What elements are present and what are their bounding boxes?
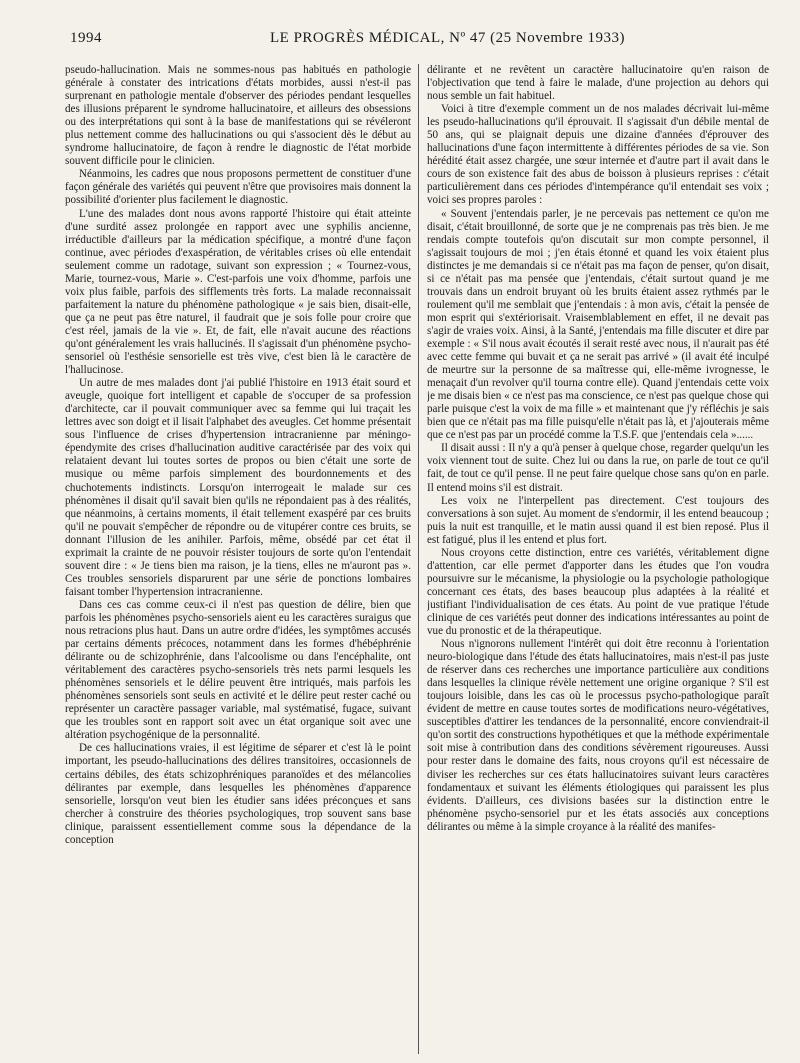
right-column [427,64,769,1054]
paragraph: Nous croyons cette distinction, entre ces variétés, véritablement digne d'attention, car elle permet d'apporter dans les études que l'on voudra poursuivre sur le mécanisme, la physiologie ou la psychologie pathologique concernant ces états, des bases beaucoup plus adaptées à la réalité et justifiant l'individualisation de ces états. Au point de vue pratique l'étude clinique de ces variétés peut donner des indications intéressantes au point de vue du pronostic et de la thérapeutique. [427,546,769,638]
column-divider [418,64,419,1054]
paragraph: Nous n'ignorons nullement l'intérêt qui doit être reconnu à l'orientation neuro-biologique dans l'étude des états hallucinatoires, mais n'est-il pas juste de réserver dans ces recherches une importance particulière aux conditions dans lesquelles la clinique révèle nettement une origine organique ? S'il est toujours loisible, dans les cas où le processus psycho-pathologique paraît évident de mettre en cause toutes sortes de modifications neuro-végétatives, susceptibles d'attirer les tendances de la personnalité, encore conviendrait-il qu'on sortit des constructions hypothétiques et que la méthode expérimentale soit mise à contribution dans des conditions sévèrement rigoureuses. Aussi pour rester dans le domaine des faits, nous croyons qu'il est nécessaire de diviser les recherches sur ces états hallucinatoires suivant leurs caractères fondamentaux et suivant les éléments étiologiques qui paraissent les plus évidents. D'ailleurs, ces divisions basées sur la distinction entre le phénomène psycho-sensoriel pur et les états associés aux conceptions délirantes ou même à la simple croyance à la réalité des manifes- [427,638,769,833]
paragraph: Voici à titre d'exemple comment un de nos malades décrivait lui-même les pseudo-hallucinations qu'il éprouvait. Il s'agissait d'un débile mental de 50 ans, qui se plaignait depuis une dizaine d'années d'éprouver des hallucinations d'une façon intermittente à différentes périodes de sa vie. Son hérédité était assez chargée, une sœur internée et d'autre part il avait dans le cours de son existence fait des abus de boisson à plusieurs reprises : c'était particulièrement dans ces périodes d'intempérance qu'il entendait ses voix ; voici ses propres paroles : [427,103,769,207]
paragraph: Dans ces cas comme ceux-ci il n'est pas question de délire, bien que parfois les phénomènes psycho-sensoriels aient eu les caractères suraigus que nous retracions plus haut. Dans un autre ordre d'idées, les symptômes accusés par certains déments précoces, notamment dans les formes d'hébéphrénie délirante ou de schizophrénie, dans l'alcoolisme ou dans l'encéphalite, ont véritablement des caractères psycho-sensoriels très nets parmi lesquels les phénomènes sensoriels et le délire peuvent être intriqués, mais parfois les phénomènes sensoriels sont seuls en activité et le délire peut rester caché ou représenter un caractère passager variable, mal systématisé, fugace, suivant que les troubles sont en rapport soit avec un état organique soit avec une altération psychogénique de la personnalité. [65,598,411,742]
paragraph: De ces hallucinations vraies, il est légitime de séparer et c'est là le point important, les pseudo-hallucinations des délires transitoires, occasionnels de certains débiles, des états schizophréniques paranoïdes et des mélancolies délirantes par exemple, dans lesquelles les phénomènes d'apparence sensorielle, lorsqu'on veut bien les étudier sans idées préconçues et sans chercher à construire des théories psychologiques, trop souvent sans base clinique, paraissent essentiellement comme sous la dépendance de la conception [65,742,411,846]
paragraph: Les voix ne l'interpellent pas directement. C'est toujours des conversations à son sujet. Au moment de s'endormir, il les entend beaucoup ; puis la nuit est tranquille, et le matin aussi quand il est bien reposé. Plus il est fatigué, plus il les entend et plus fort. [427,494,769,546]
paragraph: « Souvent j'entendais parler, je ne percevais pas nettement ce qu'on me disait, c'était brouillonné, de sorte que je ne comprenais pas très bien. Je me rendais compte toutefois qu'on discutait sur mon compte personnel, il s'agissait toujours de moi ; j'en étais étonné et quand les voix étaient plus distinctes je me demandais si ce n'était pas ma façon de penser, qu'on disait, si ce n'était pas ma pensée que j'entendais, c'était surtout quand je me trouvais dans un endroit bruyant où les bruits étaient assez rythmés par le roulement qu'il me semblait que j'entendais : à mon avis, c'était la pensée de mon esprit qui s'extériorisait. Vraisemblablement en effet, il ne devait pas s'agir de vraies voix. Ainsi, à la Santé, j'entendais ma fille discuter et dire par exemple : « S'il nous avait écoutés il serait resté avec nous, il n'aurait pas été avec cette femme qui buvait et ça ne serait pas arrivé » (il avait été inculpé de meurtre sur la personne de sa maîtresse qui, elle-même ivrognesse, le menaçait d'un revolver qu'il tourna contre elle). Quand j'entendais cette voix je me disais bien « ce n'est pas ma conscience, ce n'est pas quelque chose qui parle puisque c'est la voix de ma fille » et maintenant que j'y réfléchis je sais bien que ce n'était pas ma fille puisqu'elle n'était pas là, et j'ajouterais même que ce n'est pas par un procédé comme la T.S.F. que j'entendais cela »...... [427,207,769,442]
left-column [65,64,411,1054]
paragraph: pseudo-hallucination. Mais ne sommes-nous pas habitués en pathologie générale à constater des intrications d'états morbides, aussi n'est-il pas surprenant en pathologie mentale d'observer des périodes pendant lesquelles des illusions préparent le syndrome hallucinatoire, et ailleurs des obsessions ou des interprétations qui sont à la base de manifestations qui se révéleront plus nettement comme des hallucinations ou qui s'associent dès le début au syndrome hallucinatoire, de façon à rendre le diagnostic de l'état morbide souvent difficile pour le clinicien. [65,64,411,168]
running-header [70,30,760,52]
paragraph: Il disait aussi : Il n'y a qu'à penser à quelque chose, regarder quelqu'un les voix viennent tout de suite. Chez lui ou dans la rue, on parle de tout ce qu'il fait, de tout ce qu'il pense. Il ne peut faire quelque chose sans qu'on en parle. Il entend moins s'il est distrait. [427,442,769,494]
paragraph: Néanmoins, les cadres que nous proposons permettent de constituer d'une façon générale des variétés qui peuvent n'être que provisoires mais donnent la possibilité d'orienter plus facilement le diagnostic. [65,168,411,207]
page-number: 1994 [70,30,102,46]
paragraph: délirante et ne revêtent un caractère hallucinatoire qu'en raison de l'objectivation que tend à faire le malade, d'une projection au dehors qui nous semble un fait habituel. [427,64,769,103]
journal-title: LE PROGRÈS MÉDICAL, Nº 47 (25 Novembre 1933) [270,30,625,46]
paragraph: L'une des malades dont nous avons rapporté l'histoire qui était atteinte d'une surdité assez prolongée en rapport avec une syphilis ancienne, irréductible d'ailleurs par la médication spécifique, a montré d'une façon continue, avec périodes d'exaspération, de véritables crises où elle entendait seulement comme un radotage, suivant son expression ; « Tournez-vous, Marie, tournez-vous, Marie ». C'est-parfois une voix d'homme, parfois une voix plus faible, parfois des sifflements très forts. La malade reconnaissait parfaitement la nature du phénomène pathologique « je sais bien, disait-elle, que ça ne peut pas être naturel, il faudrait que je sois folle pour croire que c'est réel, jamais de la vie ». Et, de fait, elle n'avait aucune des réactions qu'ont généralement les vrais hallucinés. Il s'agissait d'un phénomène psycho-sensoriel où l'esthésie sensorielle est très vive, c'est bien là le caractère de l'hallucinose. [65,207,411,377]
paragraph: Un autre de mes malades dont j'ai publié l'histoire en 1913 était sourd et aveugle, quoique fort intelligent et capable de s'occuper de sa profession d'architecte, car il pouvait communiquer avec sa femme qui lui traçait les lettres avec son doigt et il lisait l'alphabet des aveugles. Cet homme présentait sous l'influence de crises d'hypertension intracranienne par méningo-épendymite des crises d'hallucination auditive caractérisée par des voix qui relataient devant lui toutes sortes de propos ou bien c'était une sorte de musique ou même parfois simplement des bourdonnements et des chuchotements indistincts. Lorsqu'on interrogeait le malade sur ces phénomènes il disait qu'il savait bien qu'ils ne répondaient pas à des réalités, que néanmoins, à certains moments, il était tellement exaspéré par ces bruits qu'il ne pouvait s'empêcher de répondre ou de vitupérer contre ces bruits, se donnant l'illusion de les anihiler. Parfois, même, obsédé par cet état il exprimait la crainte de ne pouvoir résister toujours de sorte qu'on l'entendait souvent dire : « Je tiens bien ma raison, je la tiens, elles ne m'auront pas ». Ces troubles sensoriels disparurent par une série de ponctions lombaires faisant tomber l'hypertension intracranienne. [65,377,411,598]
